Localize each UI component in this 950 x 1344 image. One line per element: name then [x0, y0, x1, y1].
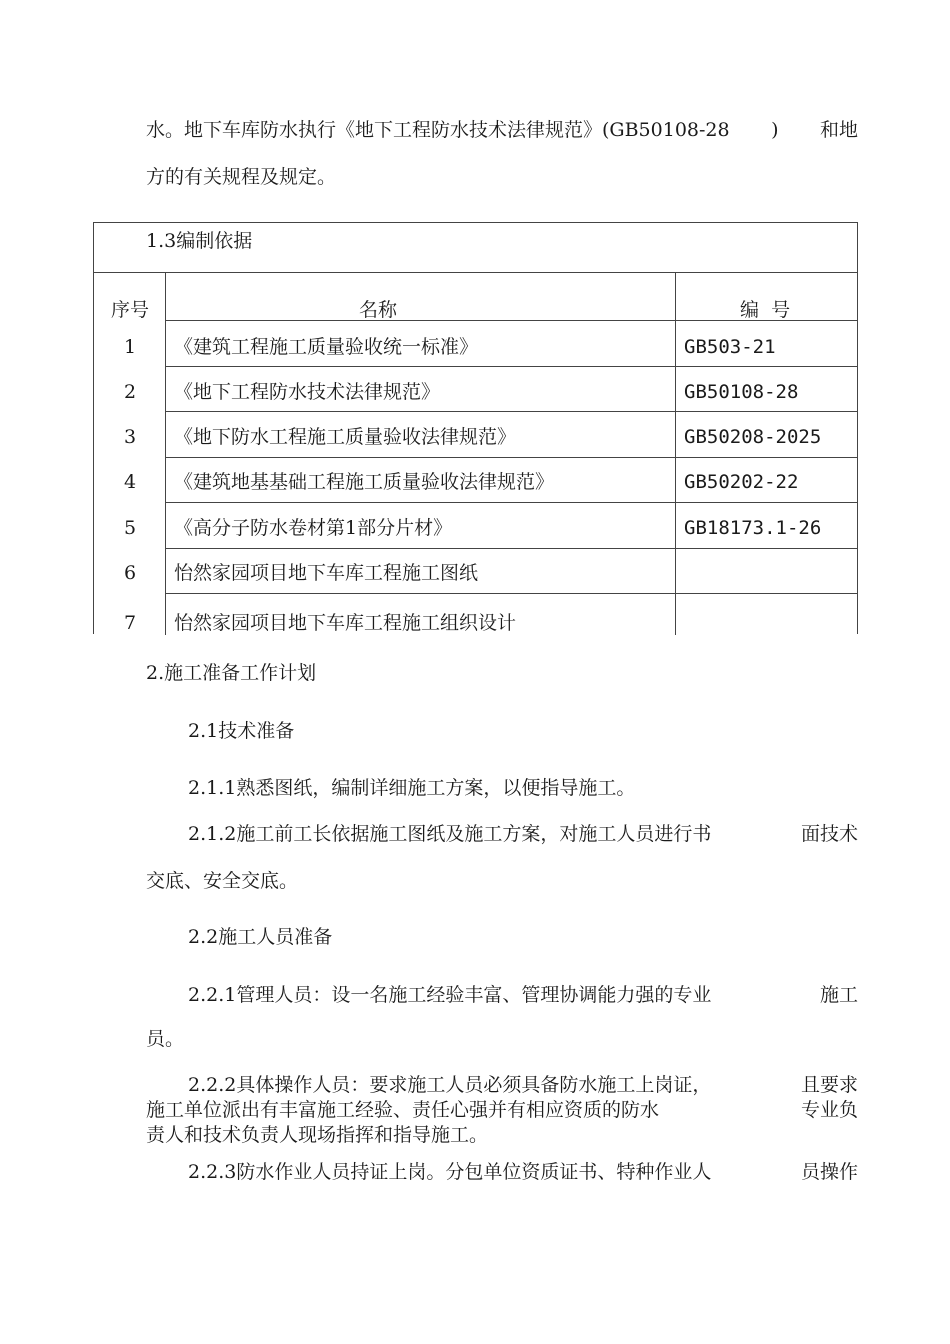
row-seq: 5: [123, 517, 137, 539]
row-name: 《建筑工程施工质量验收统一标准》: [174, 336, 479, 358]
paragraph-2-1-2-line-2: 交底、安全交底。: [146, 870, 299, 892]
row-code: GB50202-22: [684, 471, 799, 493]
row-code: GB18173.1-26: [684, 517, 822, 539]
basis-table: [93, 222, 858, 634]
row-name: 怡然家园项目地下车库工程施工组织设计: [174, 612, 517, 634]
row-code: GB503-21: [684, 336, 776, 358]
table-rule: [166, 593, 857, 594]
text-segment: 施工: [819, 984, 858, 1006]
text-segment: 面技术: [800, 823, 858, 845]
row-seq: 4: [123, 471, 137, 493]
paragraph-2-2-2-line-1: [188, 1073, 858, 1097]
header-name: 名称: [359, 299, 398, 321]
table-rule: [94, 272, 857, 273]
table-rule: [166, 548, 857, 549]
paragraph-2-2-1-line-1: [188, 983, 858, 1007]
intro-line-2: 方的有关规程及规定。: [146, 166, 337, 188]
row-seq: 2: [123, 381, 137, 403]
table-rule: [166, 502, 857, 503]
text-segment: 施工单位派出有丰富施工经验、责任心强并有相应资质的防水: [146, 1099, 660, 1121]
paragraph-2-1-2-line-1: [188, 822, 858, 846]
paragraph-2-1-1: 2.1.1熟悉图纸，编制详细施工方案，以便指导施工。: [188, 777, 636, 799]
table-column-rule: [675, 272, 676, 635]
row-name: 《地下工程防水技术法律规范》: [174, 381, 441, 403]
row-seq: 1: [123, 336, 137, 358]
table-rule: [166, 457, 857, 458]
table-rule: [166, 411, 857, 412]
intro-text-c: 和地: [819, 119, 858, 141]
row-name: 《高分子防水卷材第1部分片材》: [174, 517, 453, 539]
row-name: 怡然家园项目地下车库工程施工图纸: [174, 562, 479, 584]
row-name: 《地下防水工程施工质量验收法律规范》: [174, 426, 517, 448]
paragraph-2-2-2-line-3: 责人和技术负责人现场指挥和指导施工。: [146, 1124, 489, 1146]
header-seq: 序号: [110, 299, 149, 321]
row-seq: 6: [123, 562, 137, 584]
header-code: 编 号: [740, 299, 791, 321]
section-2-1-heading: 2.1技术准备: [188, 720, 295, 742]
text-segment: 且要求: [800, 1074, 858, 1096]
intro-line-1: [146, 118, 858, 142]
row-code: GB50208-2025: [684, 426, 822, 448]
table-rule: [166, 366, 857, 367]
paragraph-2-2-1-line-2: 员。: [146, 1028, 185, 1050]
section-2-2-heading: 2.2施工人员准备: [188, 926, 333, 948]
text-segment: 2.2.2具体操作人员：要求施工人员必须具备防水施工上岗证，: [188, 1074, 712, 1096]
paragraph-2-2-2-line-2: [146, 1098, 858, 1122]
table-title: 1.3编制依据: [146, 230, 253, 252]
row-name: 《建筑地基基础工程施工质量验收法律规范》: [174, 471, 555, 493]
intro-text-a: 水。地下车库防水执行《地下工程防水技术法律规范》(GB50108-28: [146, 119, 730, 141]
text-segment: 2.1.2施工前工长依据施工图纸及施工方案，对施工人员进行书: [188, 823, 712, 845]
text-segment: 专业负: [800, 1099, 858, 1121]
row-seq: 7: [123, 612, 137, 634]
intro-text-b: ): [771, 119, 779, 141]
text-segment: 2.2.3防水作业人员持证上岗。分包单位资质证书、特种作业人: [188, 1161, 712, 1183]
row-code: GB50108-28: [684, 381, 799, 403]
paragraph-2-2-3-line-1: [188, 1160, 858, 1184]
text-segment: 2.2.1管理人员：设一名施工经验丰富、管理协调能力强的专业: [188, 984, 712, 1006]
row-seq: 3: [123, 426, 137, 448]
section-2-heading: 2.施工准备工作计划: [146, 662, 317, 684]
text-segment: 员操作: [800, 1161, 858, 1183]
